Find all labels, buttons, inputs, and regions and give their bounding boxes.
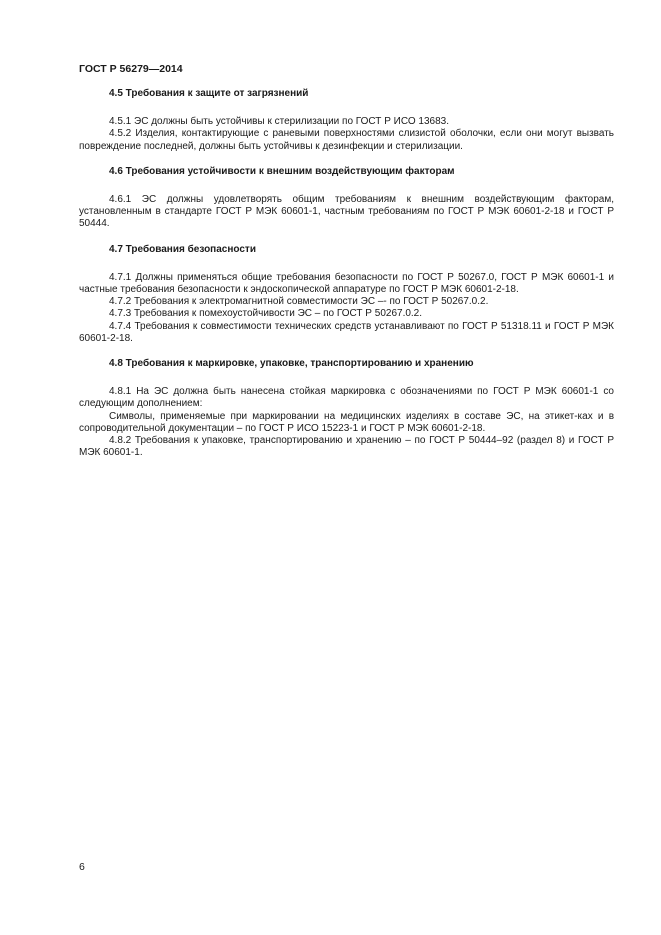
paragraph: 4.7.4 Требования к совместимости технических средств устанавливают по ГОСТ Р 51318.11 и ГОСТ Р МЭК 60601-2-18. — [79, 320, 614, 344]
section-4-8 — [79, 358, 614, 459]
paragraph: 4.8.2 Требования к упаковке, транспортированию и хранению – по ГОСТ Р 50444–92 (раздел 8) и ГОСТ Р МЭК 60601-1. — [79, 435, 614, 459]
paragraph: 4.7.2 Требования к электромагнитной совместимости ЭС –- по ГОСТ Р 50267.0.2. — [109, 296, 489, 308]
paragraph: 4.7.1 Должны применяться общие требования безопасности по ГОСТ Р 50267.0, ГОСТ Р МЭК 60601-1 и частные требования безопасности к эндоскопической аппаратуре по ГОСТ Р МЭК 60601-2-18. — [79, 271, 614, 296]
paragraph: 4.7.3 Требования к помехоустойчивости ЭС – по ГОСТ Р 50267.0.2. — [109, 308, 423, 320]
paragraph: 4.8.1 На ЭС должна быть нанесена стойкая маркировка с обозначениями по ГОСТ Р МЭК 60601-1 со следующим дополнением: — [79, 386, 614, 410]
paragraph: 4.5.1 ЭС должны быть устойчивы к стерилизации по ГОСТ Р ИСО 13683. — [109, 116, 449, 128]
section-heading: 4.5 Требования к защите от загрязнений — [109, 88, 309, 99]
section-heading: 4.6 Требования устойчивости к внешним воздействующим факторам — [109, 165, 455, 177]
document-id: ГОСТ Р 56279—2014 — [79, 63, 183, 75]
section-4-5 — [79, 88, 614, 153]
document-body — [79, 88, 614, 472]
section-heading: 4.8 Требования к маркировке, упаковке, транспортированию и хранению — [109, 358, 474, 370]
section-4-7 — [79, 244, 614, 345]
paragraph: 4.6.1 ЭС должны удовлетворять общим требованиям к внешним воздействующим факторам, установленным в стандарте ГОСТ Р МЭК 60601-1, частным требованиям по ГОСТ Р МЭК 60601-2-18 и ГОСТ Р 50444. — [79, 194, 614, 230]
page-number: 6 — [79, 861, 85, 873]
section-heading: 4.7 Требования безопасности — [109, 243, 256, 255]
section-4-6 — [79, 166, 614, 231]
paragraph: 4.5.2 Изделия, контактирующие с раневыми поверхностями слизистой оболочки, если они могут вызвать повреждение последней, должны быть устойчивы к дезинфекции и стерилизации. — [79, 128, 614, 152]
paragraph: Символы, применяемые при маркировании на медицинских изделиях в составе ЭС, на этикет-ках и в сопроводительной документации – по ГОСТ Р ИСО 15223-1 и ГОСТ Р МЭК 60601-2-18. — [79, 410, 614, 434]
